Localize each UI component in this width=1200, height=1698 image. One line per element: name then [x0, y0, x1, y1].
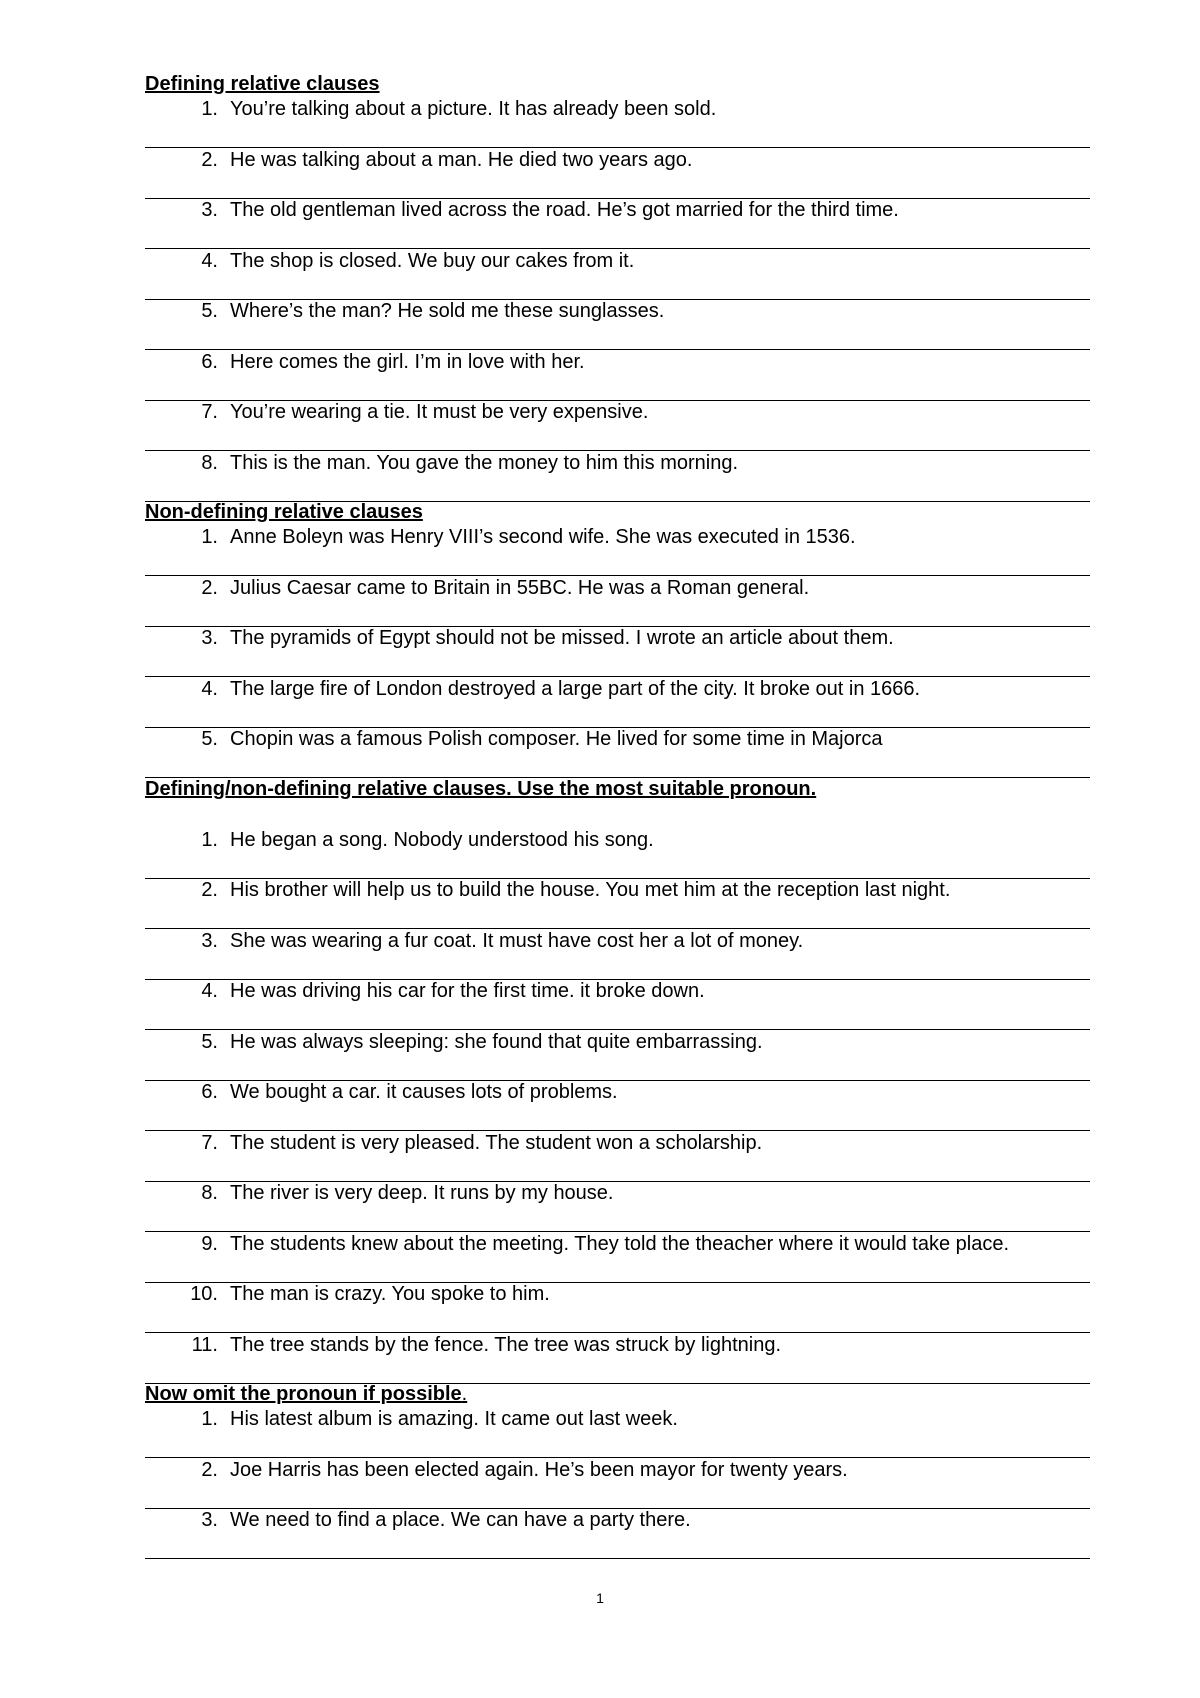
exercise-item	[145, 1457, 1090, 1509]
answer-line[interactable]	[145, 1156, 1090, 1182]
item-number: 6.	[201, 350, 218, 373]
exercise-item	[145, 676, 1090, 728]
blank-line	[145, 801, 1090, 827]
item-number: 3.	[201, 1509, 218, 1531]
item-text: The students knew about the meeting. They told the theacher where it would take place.	[230, 1232, 1009, 1255]
section-heading: Now omit the pronoun if possible.	[145, 1383, 468, 1405]
item-text: The shop is closed. We buy our cakes from it.	[230, 249, 635, 272]
exercise-item	[145, 349, 1090, 401]
answer-line[interactable]	[145, 173, 1090, 199]
item-number: 2.	[201, 879, 218, 901]
answer-line[interactable]	[145, 1004, 1090, 1030]
exercise-list	[145, 827, 1090, 1384]
exercise-item	[145, 248, 1090, 300]
section-heading: Non-defining relative clauses	[145, 501, 423, 523]
answer-line[interactable]	[145, 1105, 1090, 1131]
item-number: 7.	[201, 1131, 218, 1154]
answer-line[interactable]	[145, 651, 1090, 677]
item-text: Where’s the man? He sold me these sunglasses.	[230, 300, 665, 322]
item-number: 8.	[201, 1182, 218, 1204]
item-number: 7.	[201, 401, 218, 423]
answer-line[interactable]	[145, 1055, 1090, 1081]
item-number: 4.	[201, 980, 218, 1002]
answer-line[interactable]	[145, 752, 1090, 778]
item-text: The old gentleman lived across the road. He’s got married for the third time.	[230, 199, 899, 221]
answer-line[interactable]	[145, 702, 1090, 728]
item-text: Julius Caesar came to Britain in 55BC. He was a Roman general.	[230, 576, 810, 599]
answer-line[interactable]	[145, 122, 1090, 148]
exercise-item	[145, 1332, 1090, 1384]
answer-line[interactable]	[145, 903, 1090, 929]
item-number: 2.	[201, 148, 218, 171]
answer-line[interactable]	[145, 1206, 1090, 1232]
item-number: 4.	[201, 677, 218, 700]
item-text: He was talking about a man. He died two years ago.	[230, 148, 693, 171]
answer-line[interactable]	[145, 853, 1090, 879]
exercise-item	[145, 827, 1090, 879]
item-text: You’re talking about a picture. It has already been sold.	[230, 98, 717, 120]
item-text: You’re wearing a tie. It must be very expensive.	[230, 401, 649, 423]
item-number: 2.	[201, 576, 218, 599]
exercise-item	[145, 96, 1090, 148]
item-number: 9.	[201, 1232, 218, 1255]
answer-line[interactable]	[145, 274, 1090, 300]
answer-line[interactable]	[145, 601, 1090, 627]
item-text: Joe Harris has been elected again. He’s been mayor for twenty years.	[230, 1458, 848, 1481]
answer-line[interactable]	[145, 324, 1090, 350]
exercise-item	[145, 450, 1090, 502]
item-text: The student is very pleased. The student won a scholarship.	[230, 1131, 763, 1154]
item-text: This is the man. You gave the money to him this morning.	[230, 451, 739, 474]
item-number: 5.	[201, 300, 218, 322]
item-number: 4.	[201, 249, 218, 272]
exercise-item	[145, 1029, 1090, 1081]
exercise-list	[145, 1406, 1090, 1559]
item-text: The pyramids of Egypt should not be missed. I wrote an article about them.	[230, 627, 894, 649]
section-non-defining	[145, 500, 1090, 778]
item-number: 6.	[201, 1081, 218, 1103]
exercise-item	[145, 1079, 1090, 1131]
answer-line[interactable]	[145, 476, 1090, 502]
exercise-item	[145, 1281, 1090, 1333]
exercise-item	[145, 1180, 1090, 1232]
item-number: 1.	[201, 526, 218, 548]
exercise-item	[145, 147, 1090, 199]
item-text: He began a song. Nobody understood his song.	[230, 828, 654, 851]
exercise-item	[145, 524, 1090, 576]
exercise-item	[145, 877, 1090, 929]
answer-line[interactable]	[145, 550, 1090, 576]
exercise-item	[145, 1406, 1090, 1458]
exercise-item	[145, 978, 1090, 1030]
item-number: 8.	[201, 451, 218, 474]
worksheet	[145, 72, 1090, 1558]
item-number: 3.	[201, 929, 218, 952]
answer-line[interactable]	[145, 1257, 1090, 1283]
item-number: 1.	[201, 98, 218, 120]
item-text: Anne Boleyn was Henry VIII’s second wife. She was executed in 1536.	[230, 526, 856, 548]
item-text: He was driving his car for the first time. it broke down.	[230, 980, 705, 1002]
item-text: The river is very deep. It runs by my house.	[230, 1182, 614, 1204]
item-text: We need to find a place. We can have a party there.	[230, 1509, 691, 1531]
exercise-item	[145, 197, 1090, 249]
answer-line[interactable]	[145, 1307, 1090, 1333]
item-text: His latest album is amazing. It came out last week.	[230, 1408, 678, 1430]
answer-line[interactable]	[145, 425, 1090, 451]
item-text: He was always sleeping: she found that quite embarrassing.	[230, 1030, 763, 1053]
answer-line[interactable]	[145, 375, 1090, 401]
exercise-item	[145, 298, 1090, 350]
section-defining	[145, 72, 1090, 502]
exercise-list	[145, 524, 1090, 778]
exercise-item	[145, 575, 1090, 627]
answer-line[interactable]	[145, 1483, 1090, 1509]
answer-line[interactable]	[145, 1432, 1090, 1458]
heading-trailing-punctuation: .	[461, 1383, 468, 1405]
item-number: 5.	[201, 1030, 218, 1053]
section-omit-pronoun	[145, 1382, 1090, 1559]
item-number: 3.	[201, 627, 218, 649]
item-text: Here comes the girl. I’m in love with her.	[230, 350, 585, 373]
item-number: 2.	[201, 1458, 218, 1481]
item-text: The large fire of London destroyed a large part of the city. It broke out in 1666.	[230, 677, 921, 700]
answer-line[interactable]	[145, 1533, 1090, 1559]
item-number: 1.	[201, 1408, 218, 1430]
exercise-item	[145, 625, 1090, 677]
exercise-item	[145, 726, 1090, 778]
item-text: The tree stands by the fence. The tree was struck by lightning.	[230, 1333, 782, 1356]
item-text: She was wearing a fur coat. It must have cost her a lot of money.	[230, 929, 804, 952]
page-number: 1	[596, 1590, 604, 1606]
answer-line[interactable]	[145, 223, 1090, 249]
answer-line[interactable]	[145, 954, 1090, 980]
exercise-item	[145, 928, 1090, 980]
item-number: 10.	[190, 1283, 218, 1305]
item-number: 1.	[201, 828, 218, 851]
item-number: 11.	[191, 1333, 218, 1356]
exercise-item	[145, 1507, 1090, 1559]
section-heading: Defining/non-defining relative clauses. Use the most suitable pronoun.	[145, 777, 817, 800]
item-text: Chopin was a famous Polish composer. He lived for some time in Majorca	[230, 728, 883, 750]
exercise-list	[145, 96, 1090, 502]
item-text: The man is crazy. You spoke to him.	[230, 1283, 550, 1305]
item-text: His brother will help us to build the house. You met him at the reception last night.	[230, 879, 951, 901]
section-heading: Defining relative clauses	[145, 73, 380, 95]
exercise-item	[145, 1130, 1090, 1182]
exercise-item	[145, 1231, 1090, 1283]
item-text: We bought a car. it causes lots of problems.	[230, 1081, 618, 1103]
item-number: 3.	[201, 199, 218, 221]
answer-line[interactable]	[145, 1358, 1090, 1384]
section-defining-non-defining	[145, 777, 1090, 1384]
item-number: 5.	[201, 728, 218, 750]
exercise-item	[145, 399, 1090, 451]
